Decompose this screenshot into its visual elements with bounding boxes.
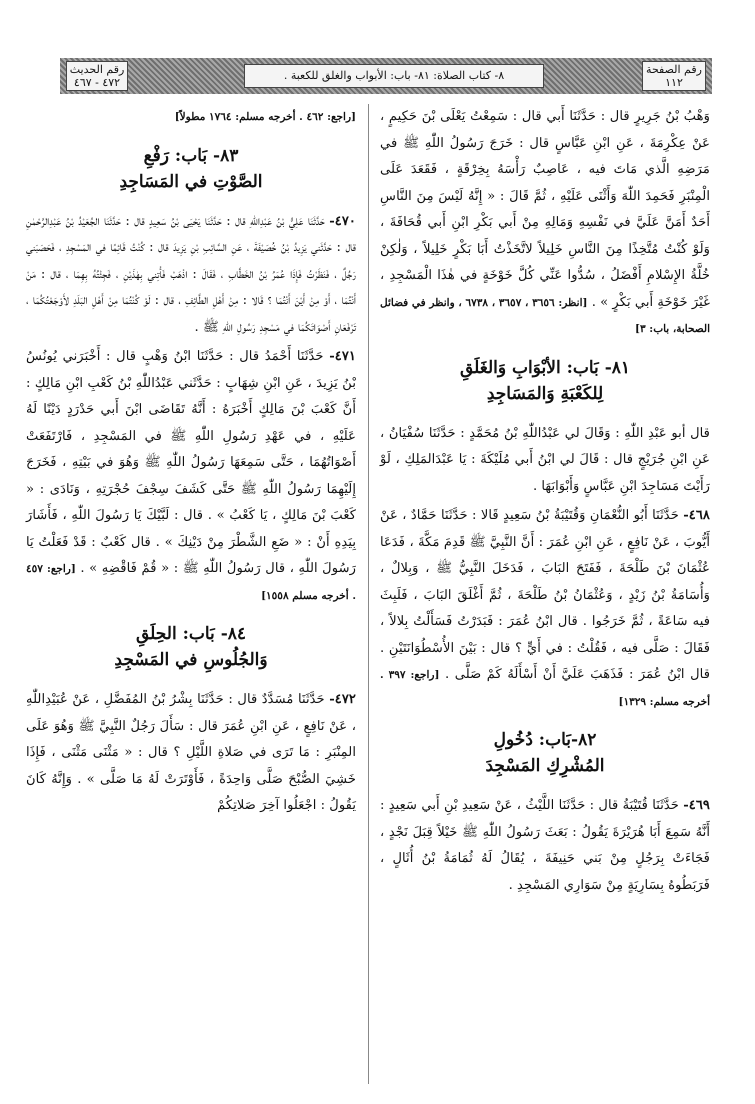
chapter-heading-81 — [380, 355, 710, 407]
hadith-number: ٤٧٠- — [329, 213, 356, 229]
hadith-text: وَهْبُ بْنُ جَرِيرٍ قال : حَدَّثَنَا أَبي قال : سَمِعْتُ يَعْلَى بْنَ حَكِيمٍ ، عَنْ عِكْرِمَةَ ، عَنِ ابْنِ عَبَّاسٍ قال : خَرَجَ رَسُولُ اللّٰهِ ﷺ في مَرَضِهِ الَّذي مَاتَ فيه ، عَاصِبٌ رَأْسَهُ بِخِرْقَةٍ ، فَقَعَدَ عَلَى الْمِنْبَرِ فَحَمِدَ اللّٰهَ وَأَثْنَى عَلَيْهِ ، ثُمَّ قَالَ : « إِنَّهُ لَيْسَ مِنَ النَّاسِ أَحَدٌ أَمَنَّ عَلَيَّ في نَفْسِهِ وَمَالِهِ مِنْ أَبي بَكْرِ ابْنِ أَبي قُحَافَةَ ، وَلَوْ كُنْتُ مُتَّخِذًا مِنَ النَّاسِ خَلِيلاً لاتَّخَذْتُ أَبَا بَكْرٍ خَلِيلاً ، وَلٰكِنْ خُلَّةُ الإِسْلامِ أَفْضَلُ ، سُدُّوا عَنِّي كُلَّ خَوْخَةٍ في هٰذَا الْمَسْجِدِ ، غَيْرَ خَوْخَةِ أَبي بَكْرٍ » . — [380, 109, 710, 310]
left-column — [26, 104, 356, 1094]
hadith-text: حَدَّثَنَا أَحْمَدُ قال : حَدَّثَنَا ابْنُ وَهْبٍ قال : أَخْبَرَني يُونُسُ بْنُ يَزِيدَ ، عَنِ ابْنِ شِهَابٍ : حَدَّثَني عَبْدُاللّٰهِ بْنُ كَعْبِ ابْنِ مَالِكٍ : أَنَّ كَعْبَ بْنَ مَالِكٍ أَخْبَرَهُ : أَنَّهُ تَقَاضَى ابْنَ أَبي حَدْرَدٍ دَيْنًا لَهُ عَلَيْهِ ، في عَهْدِ رَسُولِ اللّٰهِ ﷺ في المَسْجِدِ ، فَارْتَفَعَتْ أَصْوَاتُهُمَا ، حَتَّى سَمِعَهَا رَسُولُ اللّٰهِ ﷺ وَهُوَ في بَيْتِهِ ، فَخَرَجَ إِلَيْهِمَا رَسُولُ اللّٰهِ ﷺ حَتَّى كَشَفَ سِجْفَ حُجْرَتِهِ ، وَنَادَى : « كَعْبَ بْنَ مَالِكٍ ، يَا كَعْبُ » . قال : لَبَّيْكَ يَا رَسُولَ اللّٰهِ ، فَأَشَارَ بِيَدِهِ أَنْ : « ضَعِ الشَّطْرَ مِنْ دَيْنِكَ » . قال كَعْبٌ : قَدْ فَعَلْتُ يَا رَسُولَ اللّٰهِ ، قال رَسُولُ اللّٰهِ ﷺ : « قُمْ فَاقْضِهِ » . — [26, 349, 356, 576]
hadith-number-label: رقم الحديث — [69, 63, 125, 76]
page-number-label: رقم الصفحة — [646, 63, 702, 76]
chapter-heading-line: ٨٣- بَاب: رَفْعِ — [143, 145, 239, 166]
hadith-467-continued — [380, 104, 710, 343]
chapter-title: ٨- كتاب الصلاة: ٨١- باب: الأبواب والغلق للكعبة . — [244, 64, 544, 88]
column-divider — [368, 104, 369, 1084]
hadith-number-box — [66, 61, 128, 91]
hadith-text: حَدَّثَنَا قُتَيْبَةُ قال : حَدَّثَنَا اللَّيْثُ ، عَنْ سَعِيدِ بْنِ أَبي سَعِيدٍ : أَنَّهُ سَمِعَ أَبَا هُرَيْرَةَ يَقُولُ : بَعَثَ رَسُولُ اللّٰهِ ﷺ خَيْلاً قِبَلَ نَجْدٍ ، فَجَاءَتْ بِرَجُلٍ مِنْ بَني حَنِيفَةَ ، يُقَالُ لَهُ ثُمَامَةُ بْنُ أُثَالٍ ، فَرَبَطُوهُ بِسَارِيَةٍ مِنْ سَوَارِي المَسْجِدِ . — [380, 798, 710, 893]
hadith-reference: [راجع: ٤٦٢ . أخرجه مسلم: ١٧٦٤ مطولاً] — [174, 111, 356, 123]
chapter-heading-84 — [26, 621, 356, 673]
hadith-470 — [26, 209, 356, 342]
hadith-text: حَدَّثَنَا أَبُو النُّعْمَانِ وَقُتَيْبَةُ بْنُ سَعِيدٍ قَالا : حَدَّثَنَا حَمَّادٌ ، عَنْ أَيُّوبَ ، عَنْ نَافِعٍ ، عَنِ ابْنِ عُمَرَ : أَنَّ النَّبِيَّ ﷺ قَدِمَ مَكَّةَ ، فَدَعَا عُثْمَانَ بْنَ طَلْحَةَ ، فَفَتَحَ البَابَ ، فَدَخَلَ النَّبِيُّ ﷺ ، وَبِلالٌ ، وَأُسَامَةُ بْنُ زَيْدٍ ، وَعُثْمَانُ بْنُ طَلْحَةَ ، ثُمَّ أَغْلَقَ البَابَ ، فَلَبِثَ فيه سَاعَةً ، ثُمَّ خَرَجُوا . قال ابْنُ عُمَرَ : فَبَدَرْتُ فَسَأَلْتُ بِلالاً ، فَقَالَ : صَلَّى فيه ، فَقُلْتُ : في أَيٍّ ؟ قال : بَيْنَ الأُسْطُوَانَتَيْنِ . قال ابْنُ عُمَرَ : فَذَهَبَ عَلَيَّ أَنْ أَسْأَلَهُ كَمْ صَلَّى . — [380, 508, 710, 682]
chapter-heading-83 — [26, 143, 356, 195]
hadith-muallaq: قال أبو عَبْدِ اللّٰهِ : وَقَالَ لي عَبْدُاللّٰهِ بْنُ مُحَمَّدٍ : حَدَّثَنَا سُفْيَانُ ، عَنِ ابْنِ جُرَيْجٍ قال : قَالَ لي ابْنُ أَبي مُلَيْكَةَ : يَا عَبْدَالمَلِكِ ، لَوْ رَأَيْتَ مَسَاجِدَ ابْنِ عَبَّاسٍ وَأَبْوَابَهَا . — [380, 425, 710, 494]
hadith-number: ٤٦٩- — [683, 798, 710, 813]
hadith-471 — [26, 344, 356, 609]
hadith-469 — [380, 793, 710, 899]
chapter-heading-line: ٨١- بَاب: الأبْوَابِ وَالغَلَقِ — [459, 357, 631, 378]
hadith-468 — [380, 503, 710, 715]
chapter-heading-line: لِلكَعْبَةِ وَالمَسَاجِدِ — [486, 383, 604, 404]
chapter-heading-line: ٨٤- بَاب: الحِلَقِ — [135, 624, 247, 644]
chapter-heading-82 — [380, 727, 710, 779]
hadith-472 — [26, 687, 356, 820]
hadith-text: حَدَّثَنَا عَلِيُّ بْنُ عَبْدِاللّٰهِ قال : حَدَّثَنَا يَحْيَى بْنُ سَعِيدٍ قال : حَدَّثَنَا الجُعَيْدُ بْنُ عَبْدِالرَّحْمٰنِ قال : حَدَّثَني يَزِيدُ بْنُ خُصَيْفَةَ ، عَنِ السَّائِبِ بْنِ يَزِيدَ قال : كُنْتُ قَائِمًا في المَسْجِدِ ، فَحَصَبَني رَجُلٌ ، فَنَظَرْتُ فَإِذَا عُمَرُ بْنُ الخَطَّابِ ، فَقَالَ : اذْهَبْ فَأْتِني بِهٰذَيْنِ ، فَجِئْتُهُ بِهِمَا ، قال : مَنْ أَنْتُمَا ، أَوْ مِنْ أَيْنَ أَنْتُمَا ؟ قَالا : مِنْ أَهْلِ الطَّائِفِ ، قال : لَوْ كُنْتُمَا مِنْ أَهْلِ البَلَدِ لأَوْجَعْتُكُمَا ، تَرْفَعَانِ أَصْوَاتَكُمَا في مَسْجِدِ رَسُولِ اللّٰهِ ﷺ . — [26, 213, 356, 335]
hadith-text: حَدَّثَنَا مُسَدَّدٌ قال : حَدَّثَنَا بِشْرُ بْنُ المُفَضَّلِ ، عَنْ عُبَيْدِاللّٰهِ ، عَنْ نَافِعٍ ، عَنِ ابْنِ عُمَرَ قال : سَأَلَ رَجُلٌ النَّبِيَّ ﷺ وَهُوَ عَلَى المِنْبَرِ : مَا تَرَى في صَلاةِ اللَّيْلِ ؟ قال : « مَثْنَى مَثْنَى ، فَإِذَا خَشِيَ الصُّبْحَ صَلَّى وَاحِدَةً ، فَأَوْتَرَتْ لَهُ مَا صَلَّى » . وَإِنَّهُ كَانَ يَقُولُ : اجْعَلُوا آخِرَ صَلاتِكُمْ — [26, 692, 356, 813]
page-header — [60, 58, 712, 94]
hadith-reference: [راجع: ٤٥٧ . أخرجه مسلم ١٥٥٨] — [26, 563, 356, 602]
chapter-heading-line: وَالجُلُوسِ في المَسْجِدِ — [114, 650, 268, 670]
hadith-number: ٤٧١- — [329, 349, 356, 364]
hadith-number: ٤٦٨- — [683, 508, 710, 523]
page-number-box — [642, 61, 706, 91]
chapter-heading-line: الصَّوْتِ في المَسَاجِدِ — [119, 171, 263, 192]
chapter-heading-line: ٨٢-بَاب: دُخُولِ — [493, 730, 597, 750]
hadith-reference: [انظر: ٣٦٥٦ ، ٣٦٥٧ ، ٦٧٣٨ ، وانظر في فضائل الصحابة، باب: ٣] — [380, 296, 710, 335]
chapter-heading-line: المُشْرِكِ المَسْجِدَ — [485, 756, 605, 776]
hadith-number: ٤٧٢- — [329, 692, 356, 707]
hadith-reference: [راجع: ٣٩٧ . أخرجه مسلم: ١٣٢٩] — [380, 669, 710, 708]
page-number: ١١٢ — [665, 76, 683, 89]
hadith-range: ٤٧٢ - ٤٦٧ — [73, 76, 121, 89]
right-column — [380, 104, 710, 1094]
